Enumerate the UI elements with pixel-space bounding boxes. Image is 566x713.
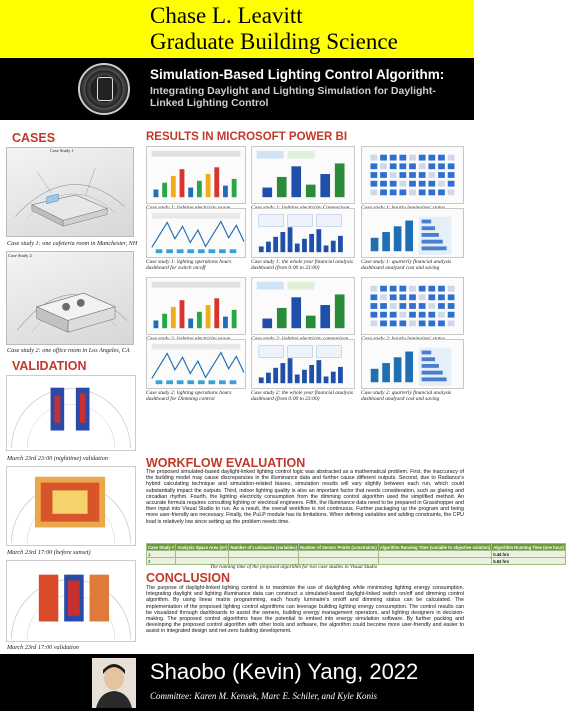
case-study-1-label: Case Study 1 [50,148,74,153]
case-study-1-rendering [6,147,134,237]
table-header-cell: Algorithm Running Time (variable to objective solution) [379,544,491,550]
table-cell: 5.62 hrs [492,558,566,565]
table-cell [176,551,229,558]
table-cell [299,551,379,558]
case-study-2-label: Case Study 2 [8,253,32,258]
author-portrait [92,658,136,708]
dashboard-thumbnail [146,339,246,389]
conclusion-heading: CONCLUSION [146,571,231,585]
table-header-cell: Number of Sensor Points (constraints) [300,544,377,550]
dashboard-graphic [147,209,245,257]
dashboard-caption: Case study 2: lighting operations hours dashboard for Dimming control [146,390,232,403]
header-band [0,0,474,58]
dashboard-graphic [252,340,354,388]
dashboard-thumbnail [146,277,246,335]
table-header-cell: Case Study # [148,544,175,550]
case-study-1-model [7,148,133,236]
dashboard-thumbnail [251,339,355,389]
cases-heading: CASES [12,131,56,145]
validation-plot-1-graphic [7,376,135,450]
case-study-1-caption: Case study 1: one cafeteria room in Manchester, NH [7,240,138,247]
dashboard-graphic [147,340,245,388]
validation-plot-2 [6,466,136,546]
validation-plot-3-graphic [7,561,135,641]
table-header-row [147,544,566,551]
university-seal-icon [78,63,130,115]
validation-heading: VALIDATION [12,359,87,373]
dashboard-thumbnail [251,146,355,204]
student-name: Chase L. Leavitt [150,3,303,28]
dashboard-graphic [252,278,354,334]
dashboard-graphic [362,278,463,334]
table-cell [378,558,491,565]
dashboard-graphic [362,147,463,203]
committee-line: Committee: Karen M. Kensek, Marc E. Schiler, and Kyle Konis [150,691,378,701]
validation-caption-3: March 23rd 17:00 validation [7,644,79,651]
dashboard-thumbnail [146,146,246,204]
dashboard-thumbnail [361,277,464,335]
dashboard-thumbnail [251,208,355,258]
table-cell: 2 [147,558,176,565]
validation-plot-1 [6,375,136,451]
validation-plot-2-graphic [7,467,135,545]
dashboard-thumbnail [361,339,464,389]
validation-plot-3 [6,560,136,642]
dashboard-thumbnail [361,146,464,204]
dashboard-caption: Case study 1: quarterly financial analysis dashboard analyzed cost and saving [361,259,452,272]
dashboard-graphic [362,340,463,388]
dashboard-caption: Case study 1: the whole year financial analysis dashboard (from 0:00 to 23:00) [251,259,353,272]
runtime-table-caption: The running time of the proposed algorithm for two case studies in Visual Studio [210,564,378,570]
author-name: Shaobo (Kevin) Yang, 2022 [150,659,419,684]
dashboard-thumbnail [146,208,246,258]
poster-subtitle: Integrating Daylight and Lighting Simulation for Daylight-Linked Lighting Control [150,85,436,109]
dashboard-graphic [252,147,354,203]
dashboard-caption: Case study 2: quarterly financial analysis dashboard analyzed cost and saving [361,390,452,403]
workflow-text: The proposed simulated-based daylight-linked lighting control logic was abstracted as a mathematical problem. First, the inaccuracy of the building model may cause discrepancies in the illuminance data and further cause different outputs. Second, due to Radiance's hybrid calculating technique and simulation-related biases, simulation results will vary slightly between each run, which could substantially impact the outputs. Third, indoor lighting quality is also an important factor that needs consideration, such as glaring and circadian rhythm. Fourth, the lighting electricity consumption from the dimming control algorithm used the simplified method. An accurate formula requires consulting lighting or electrical engineers. Fifth, the illuminance data need to be prepared in Grasshopper and then input into Visual Studio to run. As a result, the overall workflow is not continuous. Further packaging up the program and being more user-friendly are necessary. Finally, the PuLP module has its limitations. When defining variables and adding constraints, the CPU load is relatively low since setting up the problem needs time. [146,469,464,525]
table-header-cell: Number of Luminaires (variables) [230,544,297,550]
validation-caption-2: March 23rd 17:00 (before sunset) [7,549,91,556]
dashboard-graphic [147,147,245,203]
table-cell: 1 [147,551,176,558]
runtime-table [146,543,566,565]
workflow-heading: WORKFLOW EVALUATION [146,456,306,470]
conclusion-text: The purpose of daylight-linked lighting control is to maximize the use of daylighting while minimizing lighting energy consumption. Integrating daylight and lighting illuminance data can construct a simulated-based daylight-linked switch on/off and dimming control algorithm. By using linear matrix programming, each hourly luminaire's on/off and dimming status can be calculated. The implementation of the proposed lighting control algorithms can leverage building lighting energy consumption. The control results can be visualized through dashboards to assist the owners, building energy management operators, and lighting designers in decision-making. The proposed control algorithms have the potential to embed into energy simulation software. By further packing and developing the proposed control algorithm with other tools and software, the algorithm could become more user-friendly and easier to assist in integrated design and net-zero building development. [146,585,464,635]
table-header-cell: Analysis Space Area (m²) [177,544,228,550]
table-header-cell: Algorithm Running Time (one hour) [493,544,564,550]
author-portrait-graphic [92,658,136,708]
dashboard-caption: Case study 2: the whole year financial analysis dashboard (from 0:00 to 23:00) [251,390,353,403]
case-study-2-caption: Case study 2: one office room in Los Angeles, CA [7,347,130,354]
dashboard-caption: Case study 1: lighting operations hours dashboard for switch on/off [146,259,232,272]
dashboard-thumbnail [251,277,355,335]
case-study-2-rendering [6,251,134,345]
dashboard-graphic [362,209,463,257]
program-name: Graduate Building Science [150,29,398,54]
dashboard-graphic [147,278,245,334]
results-heading: RESULTS IN MICROSOFT POWER BI [146,131,348,143]
dashboard-thumbnail [361,208,464,258]
table-cell [229,551,299,558]
table-cell [378,551,491,558]
table-cell: 0.44 hrs [492,551,566,558]
table-row [147,551,566,558]
case-study-2-model [7,252,133,344]
poster-title: Simulation-Based Lighting Control Algorithm: [150,67,445,82]
dashboard-graphic [252,209,354,257]
validation-caption-1: March 23rd 23:00 (nighttime) validation [7,455,108,462]
